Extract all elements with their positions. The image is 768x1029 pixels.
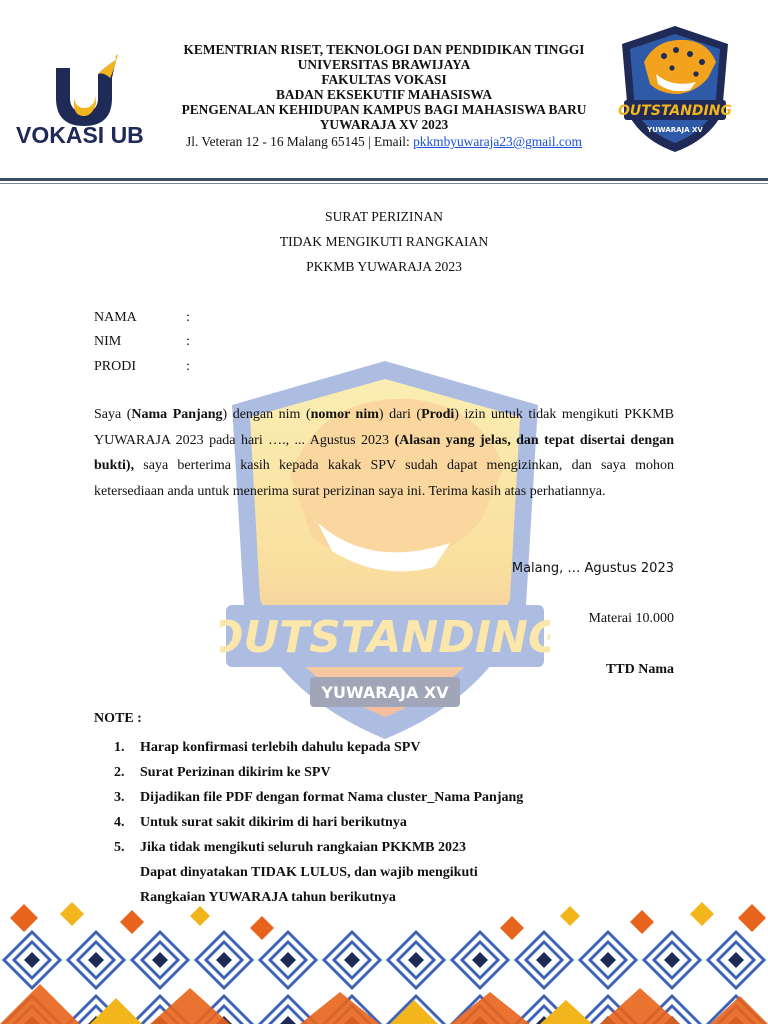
body-text: ) dengan nim ( bbox=[222, 407, 311, 422]
identity-row-prodi bbox=[94, 359, 190, 375]
note-title: NOTE : bbox=[94, 711, 142, 726]
note-text: Surat Perizinan dikirim ke SPV bbox=[140, 765, 331, 780]
logo-right-subtext: YUWARAJA XV bbox=[647, 126, 703, 134]
letterhead-address bbox=[150, 134, 618, 150]
body-bold: Prodi bbox=[421, 407, 455, 422]
letter-title-line: TIDAK MENGIKUTI RANGKAIAN bbox=[279, 234, 489, 249]
date-line: Malang, … Agustus 2023 bbox=[511, 561, 674, 576]
note-item bbox=[94, 735, 694, 760]
note-number: 5. bbox=[114, 840, 125, 855]
body-text: saya berterima kasih kepada kakak SPV sudah dapat mengizinkan, dan saya mohon ketersediaan anda untuk menerima surat perizinan saya ini. Terima kasih atas perhatiannya. bbox=[94, 458, 674, 499]
letter-title-line: SURAT PERIZINAN bbox=[325, 209, 443, 224]
note-number: 4. bbox=[114, 815, 125, 830]
letterhead-line: KEMENTRIAN RISET, TEKNOLOGI DAN PENDIDIKAN TINGGI bbox=[183, 42, 585, 57]
letterhead-line: UNIVERSITAS BRAWIJAYA bbox=[297, 57, 471, 72]
note-text: Dijadikan file PDF dengan format Nama cluster_Nama Panjang bbox=[140, 790, 524, 805]
footer-ornament bbox=[0, 888, 768, 1024]
identity-label: PRODI bbox=[94, 359, 137, 374]
note-continuation: Dapat dinyatakan TIDAK LULUS, dan wajib mengikuti bbox=[140, 865, 478, 880]
note-item bbox=[94, 810, 694, 835]
note-list bbox=[94, 735, 694, 910]
letterhead-line: YUWARAJA XV 2023 bbox=[319, 117, 449, 132]
body-bold: Nama Panjang bbox=[131, 407, 223, 422]
body-text: ) dari ( bbox=[378, 407, 422, 422]
note-item bbox=[94, 760, 694, 785]
note-text: Harap konfirmasi terlebih dahulu kepada SPV bbox=[140, 740, 421, 755]
note-number: 1. bbox=[114, 740, 125, 755]
letter-body bbox=[94, 402, 674, 504]
identity-label: NAMA bbox=[94, 310, 137, 325]
note-number: 3. bbox=[114, 790, 125, 805]
logo-right-text: OUTSTANDING bbox=[618, 103, 732, 119]
letterhead-line: PENGENALAN KEHIDUPAN KAMPUS BAGI MAHASISWA BARU bbox=[181, 102, 587, 117]
outstanding-logo bbox=[616, 22, 734, 156]
vokasi-ub-logo bbox=[14, 52, 164, 152]
email-link[interactable]: pkkmbyuwaraja23@gmail.com bbox=[413, 134, 582, 149]
identity-label: NIM bbox=[94, 334, 122, 349]
header-rule-thin bbox=[0, 183, 768, 184]
letter-title-line: PKKMB YUWARAJA 2023 bbox=[306, 259, 462, 274]
identity-separator: : bbox=[186, 359, 190, 374]
signature-name: TTD Nama bbox=[605, 662, 674, 677]
header-rule bbox=[0, 178, 768, 181]
materai-label: Materai 10.000 bbox=[588, 611, 674, 626]
watermark-text: OUTSTANDING bbox=[220, 612, 550, 663]
letterhead-line: FAKULTAS VOKASI bbox=[321, 72, 447, 87]
body-text: ) izin untuk tidak mengikuti PKKMB YUWARAJA 2023 pada hari …., ... Agustus 2023 bbox=[94, 407, 675, 448]
letterhead-line: BADAN EKSEKUTIF MAHASISWA bbox=[275, 87, 493, 102]
note-continuation: Rangkaian YUWARAJA tahun berikutnya bbox=[140, 890, 396, 905]
identity-separator: : bbox=[186, 334, 190, 349]
letterhead bbox=[150, 42, 618, 132]
identity-separator: : bbox=[186, 310, 190, 325]
watermark-subtext: YUWARAJA XV bbox=[321, 683, 449, 702]
note-number: 2. bbox=[114, 765, 125, 780]
note-item bbox=[94, 785, 694, 810]
logo-left-text: VOKASI UB bbox=[16, 122, 144, 148]
body-bold: (Alasan yang jelas, dan tepat disertai dengan bukti), bbox=[94, 432, 675, 473]
note-text: Untuk surat sakit dikirim di hari berikutnya bbox=[140, 815, 407, 830]
note-item bbox=[94, 835, 694, 860]
identity-row-nama bbox=[94, 310, 190, 326]
identity-row-nim bbox=[94, 334, 190, 350]
body-text: Saya ( bbox=[94, 407, 132, 422]
address-text: Jl. Veteran 12 - 16 Malang 65145 | Email: bbox=[186, 134, 414, 149]
body-bold: nomor nim bbox=[310, 407, 379, 422]
note-text: Jika tidak mengikuti seluruh rangkaian PKKMB 2023 bbox=[140, 840, 466, 855]
